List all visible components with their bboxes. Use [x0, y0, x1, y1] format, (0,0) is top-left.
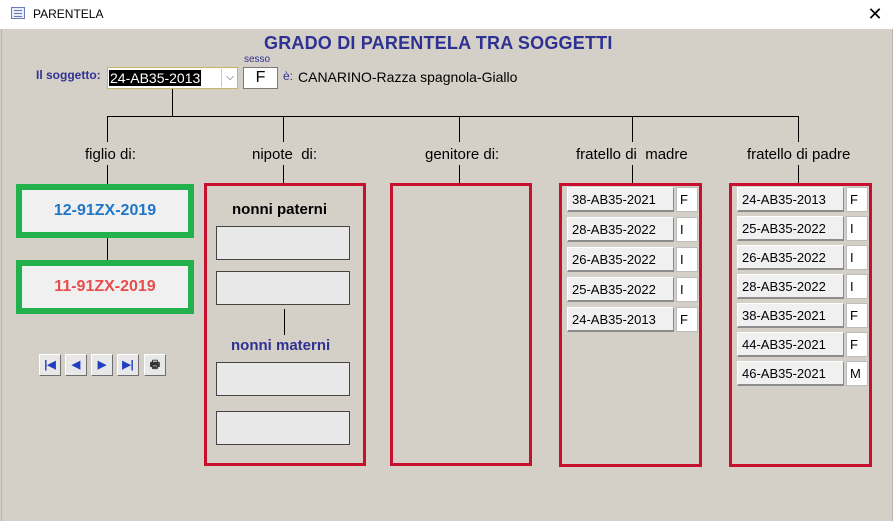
last-record-button[interactable]: ▶|: [117, 354, 139, 376]
col-label-nipote: nipote di:: [252, 146, 318, 163]
close-button[interactable]: ✕: [867, 4, 883, 24]
maternal-sibling-code[interactable]: 28-AB35-2022: [567, 217, 674, 242]
maternal-sibling-sex[interactable]: I: [676, 277, 698, 302]
maternal-sibling-sex[interactable]: I: [676, 247, 698, 272]
paternal-sibling-sex[interactable]: F: [846, 332, 868, 357]
form-title: GRADO DI PARENTELA TRA SOGGETTI: [264, 33, 613, 53]
paternal-sibling-sex[interactable]: F: [846, 187, 868, 212]
subject-label: Il soggetto:: [36, 68, 101, 82]
prev-record-button[interactable]: ◀: [65, 354, 87, 376]
sex-label: sesso: [244, 54, 271, 65]
maternal-grandfather-field[interactable]: [216, 362, 350, 396]
paternal-sibling-sex[interactable]: I: [846, 274, 868, 299]
title-bar: [0, 0, 893, 29]
connector-line: [283, 165, 284, 184]
maternal-sibling-code[interactable]: 26-AB35-2022: [567, 247, 674, 272]
maternal-sibling-sex[interactable]: I: [676, 217, 698, 242]
paternal-sibling-sex[interactable]: M: [846, 361, 868, 386]
mother-box[interactable]: [16, 260, 194, 314]
connector-line: [632, 165, 633, 184]
paternal-sibling-code[interactable]: 26-AB35-2022: [737, 245, 844, 270]
connector-line: [798, 116, 799, 142]
sex-field[interactable]: F: [243, 67, 278, 89]
paternal-sibling-code[interactable]: 24-AB35-2013: [737, 187, 844, 212]
print-icon[interactable]: 🖶: [144, 354, 166, 376]
connector-line: [632, 116, 633, 142]
connector-line: [107, 116, 108, 142]
maternal-sibling-code[interactable]: 24-AB35-2013: [567, 307, 674, 332]
mother-code: 11-91ZX-2019: [54, 278, 156, 295]
col-label-fratello-madre: fratello di madre: [576, 146, 688, 163]
next-record-button[interactable]: ▶: [91, 354, 113, 376]
connector-line: [798, 165, 799, 184]
connector-line: [283, 116, 284, 142]
children-panel: [390, 183, 532, 466]
paternal-sibling-sex[interactable]: I: [846, 216, 868, 241]
window-title: PARENTELA: [33, 7, 104, 21]
chevron-down-icon[interactable]: ⌵: [221, 69, 238, 87]
connector-line: [172, 89, 173, 116]
maternal-sibling-code[interactable]: 25-AB35-2022: [567, 277, 674, 302]
connector-line: [107, 165, 108, 184]
paternal-sibling-sex[interactable]: I: [846, 245, 868, 270]
first-record-button[interactable]: |◀: [39, 354, 61, 376]
maternal-grandparents-label: nonni materni: [231, 337, 331, 354]
maternal-sibling-code[interactable]: 38-AB35-2021: [567, 187, 674, 212]
subject-description: CANARINO-Razza spagnola-Giallo: [298, 69, 518, 85]
is-label: è:: [283, 69, 294, 83]
form-icon: [11, 7, 25, 19]
maternal-sibling-sex[interactable]: F: [676, 187, 698, 212]
paternal-sibling-code[interactable]: 38-AB35-2021: [737, 303, 844, 328]
maternal-grandmother-field[interactable]: [216, 411, 350, 445]
connector-line: [284, 309, 285, 335]
maternal-sibling-sex[interactable]: F: [676, 307, 698, 332]
paternal-grandparents-label: nonni paterni: [232, 201, 327, 218]
paternal-sibling-code[interactable]: 25-AB35-2022: [737, 216, 844, 241]
subject-combo[interactable]: [107, 67, 238, 89]
paternal-sibling-code[interactable]: 46-AB35-2021: [737, 361, 844, 386]
subject-combo-value[interactable]: 24-AB35-2013: [110, 70, 201, 86]
connector-line: [107, 116, 799, 117]
paternal-grandmother-field[interactable]: [216, 271, 350, 305]
col-label-fratello-padre: fratello di padre: [747, 146, 851, 163]
connector-line: [459, 165, 460, 184]
col-label-genitore: genitore di:: [425, 146, 500, 163]
paternal-sibling-sex[interactable]: F: [846, 303, 868, 328]
connector-line: [459, 116, 460, 142]
father-box[interactable]: [16, 184, 194, 238]
col-label-figlio: figlio di:: [85, 146, 136, 163]
paternal-sibling-code[interactable]: 44-AB35-2021: [737, 332, 844, 357]
paternal-sibling-code[interactable]: 28-AB35-2022: [737, 274, 844, 299]
connector-line: [107, 238, 108, 260]
paternal-grandfather-field[interactable]: [216, 226, 350, 260]
father-code: 12-91ZX-2019: [53, 202, 157, 219]
